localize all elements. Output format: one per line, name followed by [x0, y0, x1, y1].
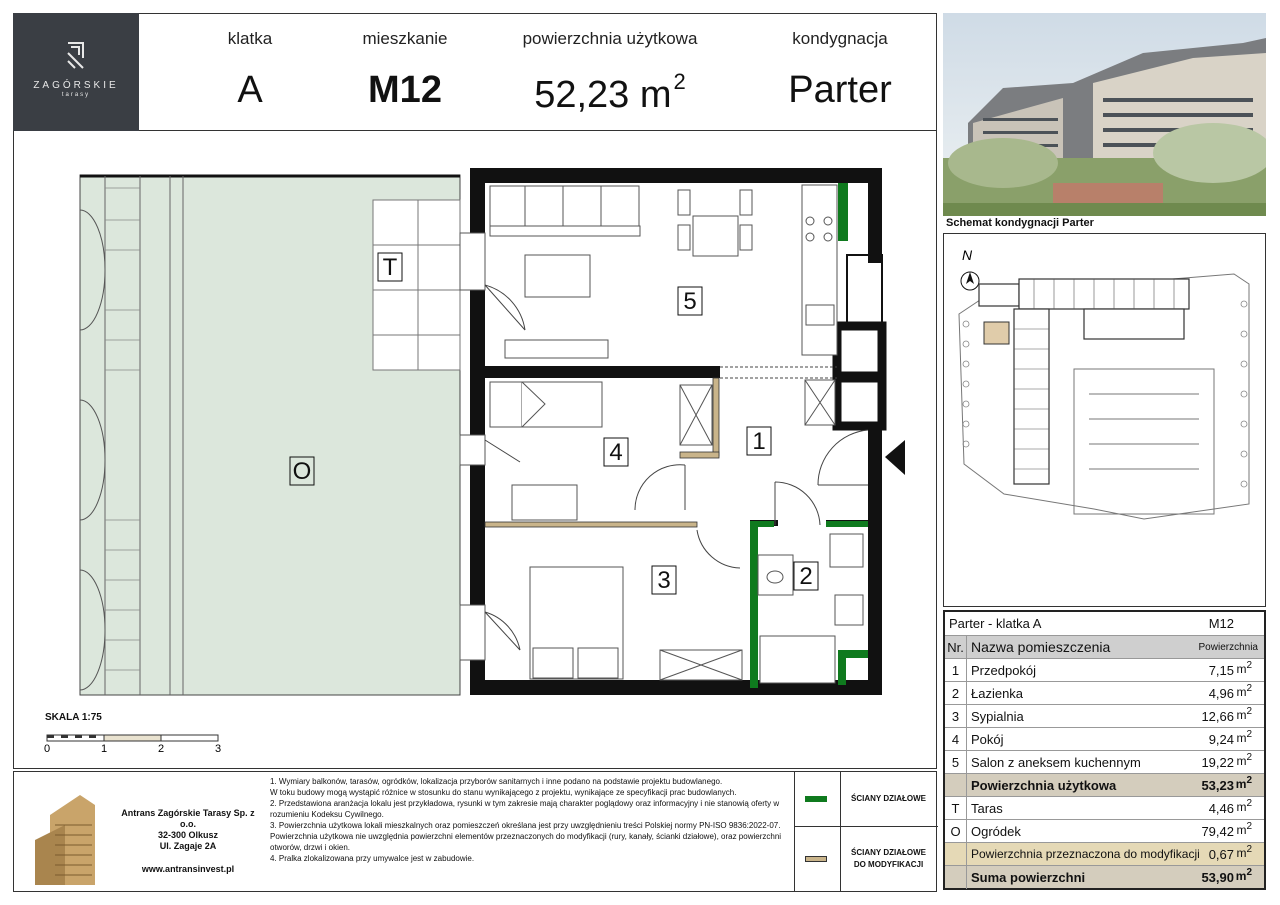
mieszkanie-value: M12	[368, 69, 442, 111]
col-nr: Nr.	[945, 636, 967, 659]
entrance-arrow-icon	[885, 440, 905, 475]
room-table	[943, 610, 1266, 890]
unit: m	[1236, 800, 1247, 814]
row-nr: 3	[945, 705, 967, 728]
kondygnacja-label: kondygnacja	[792, 29, 888, 48]
table-row	[945, 658, 1264, 681]
row-nr: 1	[945, 659, 967, 682]
company-zip: 32-300 Olkusz	[157, 830, 219, 840]
row-nr: 4	[945, 728, 967, 751]
row-nr-empty	[945, 866, 967, 889]
row-area: 79,42	[1201, 824, 1234, 839]
row-nr: T	[945, 797, 967, 820]
klatka-label: klatka	[227, 29, 273, 48]
mod-label: Powierzchnia przeznaczona do modyfikacji	[971, 847, 1200, 861]
logo-sub: tarasy	[61, 92, 91, 98]
scale-label: SKALA 1:75	[45, 712, 102, 723]
unit-sup: 2	[1246, 706, 1252, 717]
company-logo-icon	[20, 785, 115, 890]
row-unit	[1236, 867, 1252, 882]
row-unit	[1236, 706, 1252, 721]
north-label: N	[962, 247, 973, 263]
row-nr-empty	[945, 774, 967, 797]
row-nr: O	[945, 820, 967, 843]
total-label: Suma powierzchni	[971, 870, 1086, 885]
legend-mod-walls	[795, 827, 938, 892]
highlighted-unit	[984, 322, 1009, 344]
room-label-5: 5	[683, 288, 697, 315]
unit: m	[1236, 685, 1247, 699]
row-area: 4,46	[1208, 801, 1234, 816]
unit: m	[1236, 731, 1247, 745]
unit: m	[1236, 823, 1247, 837]
unit: m	[1235, 869, 1247, 883]
wall-legend	[794, 771, 937, 892]
scale-tick-3: 3	[214, 743, 222, 755]
company-street: Ul. Zagaje 2A	[159, 841, 217, 851]
legend-green-walls	[795, 771, 938, 827]
row-name: Salon z aneksem kuchennym	[971, 755, 1141, 770]
ogrodek-label: O	[292, 458, 312, 485]
legend-mod-line2: DO MODYFIKACJI	[853, 860, 924, 869]
powierzchnia-label: powierzchnia użytkowa	[522, 29, 698, 48]
mieszkanie-label: mieszkanie	[362, 29, 448, 48]
row-unit	[1236, 752, 1252, 767]
company-name: Antrans Zagórskie Tarasy Sp. z o.o.	[121, 808, 255, 829]
company-info	[113, 808, 263, 852]
unit: m	[1236, 662, 1247, 676]
legend-mod-line1: ŚCIANY DZIAŁOWE	[851, 848, 926, 857]
site-schema-drawing	[944, 234, 1265, 606]
row-name: Łazienka	[971, 686, 1024, 701]
note-line: Powierzchnia użytkowa nie uwzględnia powierzchni elementów przeznaczonych do modyfikacji (rury, kanały, ścianki działowe), oraz powierzchni otworów, drzwi i okien.	[270, 832, 782, 852]
table-header-row	[945, 635, 1264, 658]
unit-sup: 2	[1246, 844, 1252, 855]
unit-sup: 2	[1246, 821, 1252, 832]
unit: m	[1236, 708, 1247, 722]
row-unit	[1236, 775, 1252, 790]
row-unit	[1236, 798, 1252, 813]
table-apartment: M12	[1208, 616, 1234, 631]
row-nr-empty	[945, 843, 967, 866]
table-title-row	[945, 612, 1264, 635]
row-unit	[1236, 821, 1252, 836]
table-row	[945, 796, 1264, 819]
table-row	[945, 681, 1264, 704]
unit: m	[1236, 846, 1247, 860]
row-area: 4,96	[1208, 686, 1234, 701]
note-line: 3. Powierzchnia użytkowa lokali mieszkalnych oraz pomieszczeń określana jest przy uwzględnieniu treści Polskiej normy PN-ISO 9836:2022-07.	[270, 821, 781, 830]
table-title: Parter - klatka A	[949, 616, 1042, 631]
taras-label: T	[382, 254, 398, 281]
unit: m	[1236, 754, 1247, 768]
klatka-value: A	[237, 69, 263, 111]
row-unit	[1236, 660, 1252, 675]
total-area-row	[945, 865, 1264, 888]
usable-area-row	[945, 773, 1264, 796]
schemat-label: Schemat kondygnacji Parter	[946, 217, 1094, 229]
legend-mod-swatch	[805, 856, 827, 862]
building-render-image	[943, 13, 1266, 216]
row-nr: 2	[945, 682, 967, 705]
usable-value: 53,23	[1201, 778, 1234, 793]
modification-area-row	[945, 842, 1264, 865]
site-schema	[943, 233, 1266, 607]
scale-tick-2: 2	[157, 743, 165, 755]
row-name: Ogródek	[971, 824, 1021, 839]
table-row	[945, 704, 1264, 727]
row-area: 12,66	[1201, 709, 1234, 724]
table-row	[945, 750, 1264, 773]
row-name: Pokój	[971, 732, 1004, 747]
unit-sup: 2	[1246, 775, 1252, 786]
furniture	[490, 185, 863, 683]
unit: m	[1235, 777, 1247, 791]
scale-tick-1: 1	[100, 743, 108, 755]
company-web: www.antransinvest.pl	[141, 864, 235, 874]
note-line: 4. Pralka zlokalizowana przy umywalce jest w zabudowie.	[270, 854, 475, 863]
legend-green-swatch	[805, 796, 827, 802]
table-row	[945, 727, 1264, 750]
note-line: W toku budowy mogą wystąpić różnice w stosunku do stanu wynikającego z projektu, wynikające ze specyfikacji prac budowlanych.	[270, 788, 737, 797]
room-label-4: 4	[609, 439, 623, 466]
col-name: Nazwa pomieszczenia	[971, 639, 1111, 655]
col-area: Powierzchnia	[1198, 642, 1258, 653]
kondygnacja-value: Parter	[788, 69, 892, 111]
row-nr: 5	[945, 751, 967, 774]
unit-sup: 2	[1246, 867, 1252, 878]
row-area: 7,15	[1208, 663, 1234, 678]
logo-brand: ZAGÓRSKIE	[33, 80, 119, 91]
usable-label: Powierzchnia użytkowa	[971, 778, 1117, 793]
unit-sup: 2	[1246, 752, 1252, 763]
row-name: Przedpokój	[971, 663, 1037, 678]
note-line: 2. Przedstawiona aranżacja lokalu jest przykładowa, rysunki w tym zakresie mają charakter poglądowy oraz informacyjny i nie stanowią oferty w rozumieniu Kodeksu Cywilnego.	[270, 799, 780, 819]
row-unit	[1236, 729, 1252, 744]
scale-tick-0: 0	[43, 743, 51, 755]
row-area: 9,24	[1208, 732, 1234, 747]
terrace-tiles	[373, 200, 460, 370]
footer-notes	[270, 776, 790, 864]
powierzchnia-sup: 2	[673, 69, 686, 94]
row-name: Taras	[971, 801, 1003, 816]
row-area: 19,22	[1201, 755, 1234, 770]
room-label-2: 2	[799, 563, 813, 590]
legend-mod-label	[840, 827, 936, 892]
table-row	[945, 819, 1264, 842]
unit-sup: 2	[1246, 683, 1252, 694]
row-unit	[1236, 683, 1252, 698]
note-line: 1. Wymiary balkonów, tarasów, ogródków, lokalizacja przyborów sanitarnych i inne podano na podstawie projektu budowlanego.	[270, 777, 723, 786]
unit-sup: 2	[1246, 660, 1252, 671]
row-name: Sypialnia	[971, 709, 1024, 724]
row-unit	[1236, 844, 1252, 859]
powierzchnia-number: 52,23 m	[534, 74, 672, 116]
unit-sup: 2	[1246, 729, 1252, 740]
room-label-1: 1	[752, 428, 766, 455]
room-label-3: 3	[657, 567, 671, 594]
scale-bar	[44, 735, 221, 755]
mod-value: 0,67	[1208, 847, 1234, 862]
legend-green-label: ŚCIANY DZIAŁOWE	[840, 771, 936, 827]
total-value: 53,90	[1201, 870, 1234, 885]
unit-sup: 2	[1246, 798, 1252, 809]
